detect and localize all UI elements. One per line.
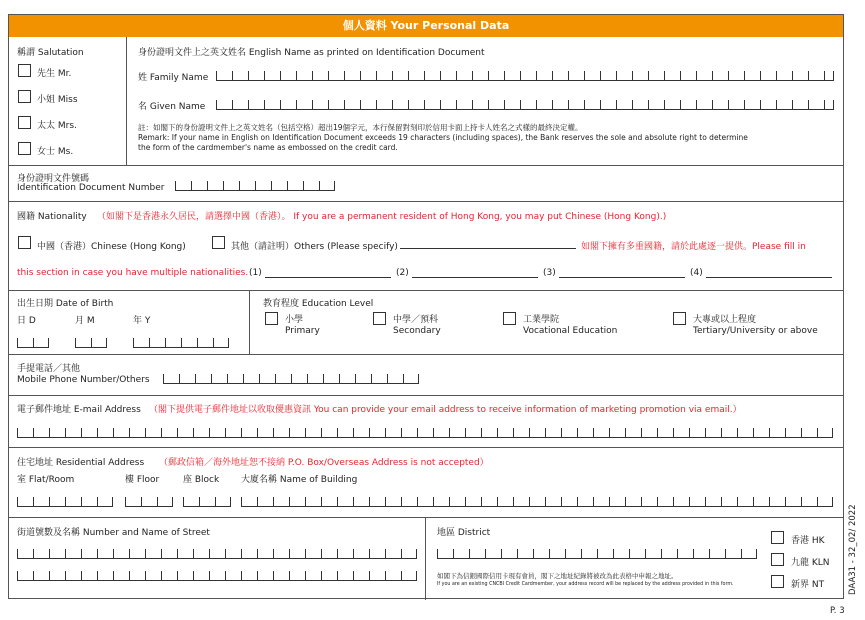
flat-input[interactable] — [17, 497, 113, 507]
district-label: 地區 District — [437, 528, 491, 538]
divider — [9, 165, 843, 166]
nationality-3-input[interactable] — [559, 277, 685, 278]
education-vocational-cn: 工業學院 — [523, 315, 560, 325]
dob-year-input[interactable] — [133, 338, 229, 348]
checkbox-mr[interactable] — [18, 64, 31, 77]
education-label: 教育程度 Education Level — [263, 299, 374, 309]
block-label: 座 Block — [183, 475, 220, 485]
nationality-2-label: (2) — [396, 268, 409, 278]
checkbox-miss[interactable] — [18, 90, 31, 103]
given-name-label: 名 Given Name — [138, 102, 206, 112]
option-mr: 先生 Mr. — [37, 69, 72, 79]
checkbox-secondary[interactable] — [373, 312, 386, 325]
divider — [425, 517, 426, 600]
english-name-title: 身份證明文件上之英文姓名 English Name as printed on Identification Document — [138, 48, 485, 58]
personal-data-form — [8, 14, 844, 599]
dob-day-input[interactable] — [17, 338, 49, 348]
district-note-cn: 如閣下為信銀國際信用卡現有會員，閣下之地址紀錄將被改為此表格中申報之地址。 — [437, 572, 678, 580]
nationality-3-label: (3) — [543, 268, 556, 278]
education-primary-cn: 小學 — [285, 315, 304, 325]
divider — [9, 354, 843, 355]
dob-month-label: 月 M — [75, 316, 95, 326]
checkbox-hk[interactable] — [771, 531, 784, 544]
email-label: 電子郵件地址 E-mail Address — [17, 405, 141, 415]
block-input[interactable] — [183, 497, 231, 507]
checkbox-mrs[interactable] — [18, 116, 31, 129]
dob-month-input[interactable] — [75, 338, 107, 348]
option-miss: 小姐 Miss — [37, 95, 78, 105]
nationality-4-input[interactable] — [706, 277, 832, 278]
multi-nationality-note-2: this section in case you have multiple nationalities. — [17, 268, 249, 278]
address-note: （郵政信箱／海外地址恕不接納 P.O. Box/Overseas Address is not accepted） — [159, 458, 489, 468]
district-nt: 新界 NT — [791, 580, 825, 590]
mobile-label-en: Mobile Phone Number/Others — [17, 375, 150, 385]
family-name-label: 姓 Family Name — [138, 73, 209, 83]
education-tertiary-cn: 大專或以上程度 — [693, 315, 757, 325]
education-tertiary-en: Tertiary/University or above — [693, 326, 818, 336]
option-others: 其他（請註明）Others (Please specify) — [231, 242, 398, 252]
nationality-label: 國籍 Nationality — [17, 212, 87, 222]
district-input[interactable] — [437, 549, 757, 559]
salutation-label: 稱謂 Salutation — [17, 48, 84, 58]
divider — [9, 517, 843, 518]
flat-label: 室 Flat/Room — [17, 475, 75, 485]
checkbox-chinese-hk[interactable] — [18, 236, 31, 249]
education-secondary-cn: 中學／預科 — [393, 315, 439, 325]
street-input-1[interactable] — [17, 549, 417, 559]
family-name-input[interactable] — [216, 71, 834, 81]
checkbox-primary[interactable] — [265, 312, 278, 325]
divider — [9, 395, 843, 396]
id-doc-label-en: Identification Document Number — [17, 183, 165, 193]
multi-nationality-note: 如閣下擁有多重國籍，請於此處逐一提供。Please fill in — [581, 242, 806, 252]
building-label: 大廈名稱 Name of Building — [241, 475, 358, 485]
id-doc-label-cn: 身份證明文件號碼 — [17, 174, 90, 184]
address-label: 住宅地址 Residential Address — [17, 458, 145, 468]
education-vocational-en: Vocational Education — [523, 326, 618, 336]
nationality-note: （如閣下是香港永久居民，請選擇中國（香港）。 If you are a permanent resident of Hong Kong, you may put Chinese (Hong Kong).) — [97, 212, 667, 222]
mobile-input[interactable] — [163, 374, 419, 384]
divider — [9, 201, 843, 202]
form-code: DAA31 - 32_02/ 2022 — [848, 504, 858, 595]
section-header: 個人資料 Your Personal Data — [9, 15, 843, 37]
nationality-1-label: (1) — [249, 268, 262, 278]
education-secondary-en: Secondary — [393, 326, 441, 336]
floor-label: 樓 Floor — [125, 475, 160, 485]
checkbox-ms[interactable] — [18, 142, 31, 155]
divider — [249, 290, 250, 354]
nationality-1-input[interactable] — [265, 277, 391, 278]
option-mrs: 太太 Mrs. — [37, 121, 77, 131]
street-input-2[interactable] — [17, 571, 417, 581]
page-number: P. 3 — [830, 606, 845, 616]
dob-day-label: 日 D — [17, 316, 36, 326]
floor-input[interactable] — [125, 497, 173, 507]
checkbox-nt[interactable] — [771, 575, 784, 588]
education-primary-en: Primary — [285, 326, 320, 336]
dob-label: 出生日期 Date of Birth — [17, 299, 114, 309]
checkbox-vocational[interactable] — [503, 312, 516, 325]
district-hk: 香港 HK — [791, 536, 825, 546]
divider — [126, 37, 127, 165]
district-kln: 九龍 KLN — [791, 558, 830, 568]
given-name-input[interactable] — [216, 100, 834, 110]
name-note-en-2: the form of the cardmember's name as embossed on the credit card. — [138, 143, 398, 152]
district-note-en: If you are an existing CNCBI Credit Cardmember, your address record will be replaced by the address provided in this form. — [437, 582, 734, 587]
option-chinese-hk: 中國（香港）Chinese (Hong Kong) — [37, 242, 186, 252]
divider — [9, 447, 843, 448]
name-note-cn: 註：如閣下的身份證明文件上之英文姓名（包括空格）超出19個字元，本行保留對刻印於信用卡面上持卡人姓名之式樣的最終決定權。 — [138, 123, 583, 132]
nationality-2-input[interactable] — [412, 277, 538, 278]
email-input[interactable] — [17, 428, 833, 438]
street-label: 街道號數及名稱 Number and Name of Street — [17, 528, 210, 538]
mobile-label-cn: 手提電話／其他 — [17, 364, 81, 374]
others-specify-input[interactable] — [400, 248, 576, 249]
checkbox-kln[interactable] — [771, 553, 784, 566]
name-note-en: Remark: If your name in English on Identification Document exceeds 19 characters (including spaces), the Bank reserves the sole and absolute right to determine — [138, 133, 748, 142]
checkbox-tertiary[interactable] — [673, 312, 686, 325]
option-ms: 女士 Ms. — [37, 147, 74, 157]
divider — [9, 290, 843, 291]
nationality-4-label: (4) — [690, 268, 703, 278]
building-input[interactable] — [241, 497, 833, 507]
checkbox-others[interactable] — [212, 236, 225, 249]
email-note: （閣下提供電子郵件地址以收取優惠資訊 You can provide your email address to receive information of marketing promotion via email.） — [149, 405, 742, 415]
id-doc-input[interactable] — [175, 181, 335, 191]
dob-year-label: 年 Y — [133, 316, 151, 326]
